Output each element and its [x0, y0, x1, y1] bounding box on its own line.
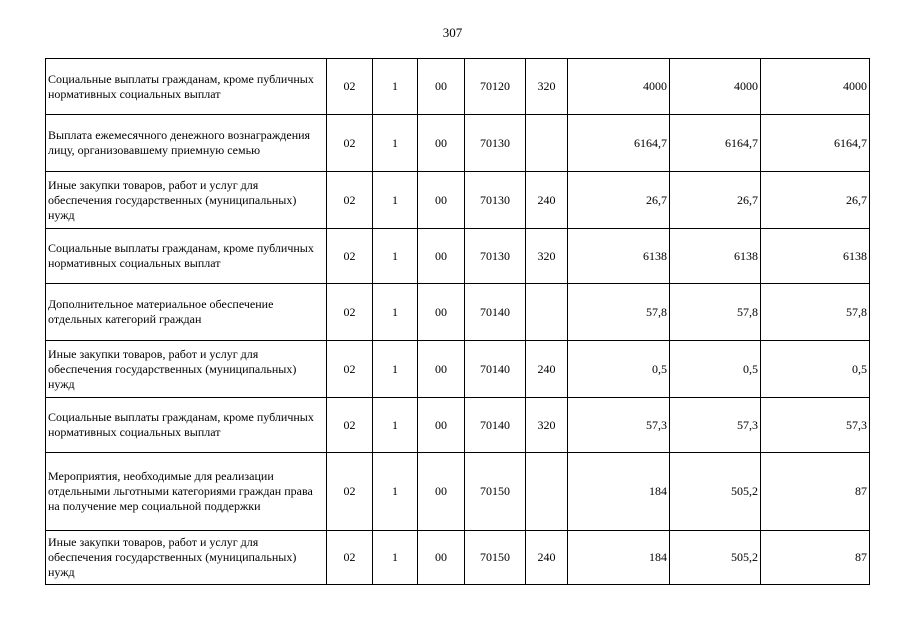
row-program: 00	[418, 531, 465, 585]
row-chapter: 02	[327, 59, 373, 115]
row-year2: 505,2	[670, 453, 761, 531]
row-year1: 26,7	[568, 172, 670, 229]
row-name: Иные закупки товаров, работ и услуг для обеспечения государственных (муниципальных) нужд	[46, 172, 327, 229]
row-name: Социальные выплаты гражданам, кроме публичных нормативных социальных выплат	[46, 59, 327, 115]
row-year2: 4000	[670, 59, 761, 115]
row-program: 00	[418, 229, 465, 284]
row-name: Дополнительное материальное обеспечение отдельных категорий граждан	[46, 284, 327, 341]
row-name: Социальные выплаты гражданам, кроме публичных нормативных социальных выплат	[46, 229, 327, 284]
table-row	[46, 59, 870, 115]
table-row	[46, 229, 870, 284]
row-year3: 87	[761, 453, 870, 531]
row-subsection: 1	[373, 284, 418, 341]
row-year2: 6164,7	[670, 115, 761, 172]
row-article: 70130	[465, 172, 526, 229]
row-program: 00	[418, 115, 465, 172]
row-article: 70150	[465, 531, 526, 585]
row-subsection: 1	[373, 115, 418, 172]
row-name: Мероприятия, необходимые для реализации отдельными льготными категориями граждан права на получение мер социальной поддержки	[46, 453, 327, 531]
row-chapter: 02	[327, 284, 373, 341]
row-article: 70130	[465, 115, 526, 172]
row-expense-type	[526, 453, 568, 531]
table-row	[46, 531, 870, 585]
row-article: 70120	[465, 59, 526, 115]
row-expense-type: 240	[526, 172, 568, 229]
row-subsection: 1	[373, 59, 418, 115]
row-year3: 0,5	[761, 341, 870, 398]
row-expense-type	[526, 284, 568, 341]
budget-table	[45, 58, 870, 585]
row-expense-type: 240	[526, 341, 568, 398]
row-name: Иные закупки товаров, работ и услуг для обеспечения государственных (муниципальных) нужд	[46, 531, 327, 585]
row-year2: 26,7	[670, 172, 761, 229]
row-expense-type: 320	[526, 398, 568, 453]
row-year3: 57,8	[761, 284, 870, 341]
row-year1: 6164,7	[568, 115, 670, 172]
row-program: 00	[418, 284, 465, 341]
page-number: 307	[442, 25, 463, 40]
row-article: 70140	[465, 341, 526, 398]
row-subsection: 1	[373, 453, 418, 531]
row-year1: 0,5	[568, 341, 670, 398]
row-program: 00	[418, 398, 465, 453]
row-year3: 6138	[761, 229, 870, 284]
row-program: 00	[418, 59, 465, 115]
row-chapter: 02	[327, 229, 373, 284]
table-row	[46, 453, 870, 531]
row-program: 00	[418, 172, 465, 229]
row-year3: 26,7	[761, 172, 870, 229]
row-year2: 57,3	[670, 398, 761, 453]
row-article: 70150	[465, 453, 526, 531]
row-article: 70130	[465, 229, 526, 284]
row-year2: 505,2	[670, 531, 761, 585]
row-article: 70140	[465, 284, 526, 341]
row-article: 70140	[465, 398, 526, 453]
row-expense-type: 320	[526, 229, 568, 284]
row-year3: 6164,7	[761, 115, 870, 172]
table-row	[46, 172, 870, 229]
row-expense-type	[526, 115, 568, 172]
row-chapter: 02	[327, 115, 373, 172]
row-name: Социальные выплаты гражданам, кроме публичных нормативных социальных выплат	[46, 398, 327, 453]
row-year2: 0,5	[670, 341, 761, 398]
table-row	[46, 115, 870, 172]
table-row	[46, 284, 870, 341]
row-year2: 6138	[670, 229, 761, 284]
row-year3: 87	[761, 531, 870, 585]
row-program: 00	[418, 453, 465, 531]
row-subsection: 1	[373, 229, 418, 284]
row-chapter: 02	[327, 172, 373, 229]
row-expense-type: 320	[526, 59, 568, 115]
row-subsection: 1	[373, 172, 418, 229]
row-name: Иные закупки товаров, работ и услуг для обеспечения государственных (муниципальных) нужд	[46, 341, 327, 398]
row-year1: 184	[568, 531, 670, 585]
row-name: Выплата ежемесячного денежного вознаграждения лицу, организовавшему приемную семью	[46, 115, 327, 172]
row-year1: 184	[568, 453, 670, 531]
row-subsection: 1	[373, 531, 418, 585]
row-year2: 57,8	[670, 284, 761, 341]
row-year1: 57,8	[568, 284, 670, 341]
row-expense-type: 240	[526, 531, 568, 585]
row-subsection: 1	[373, 398, 418, 453]
row-chapter: 02	[327, 453, 373, 531]
row-year1: 6138	[568, 229, 670, 284]
table-row	[46, 398, 870, 453]
row-chapter: 02	[327, 341, 373, 398]
row-chapter: 02	[327, 398, 373, 453]
row-subsection: 1	[373, 341, 418, 398]
table-row	[46, 341, 870, 398]
row-program: 00	[418, 341, 465, 398]
row-year1: 57,3	[568, 398, 670, 453]
row-year1: 4000	[568, 59, 670, 115]
row-chapter: 02	[327, 531, 373, 585]
row-year3: 4000	[761, 59, 870, 115]
row-year3: 57,3	[761, 398, 870, 453]
